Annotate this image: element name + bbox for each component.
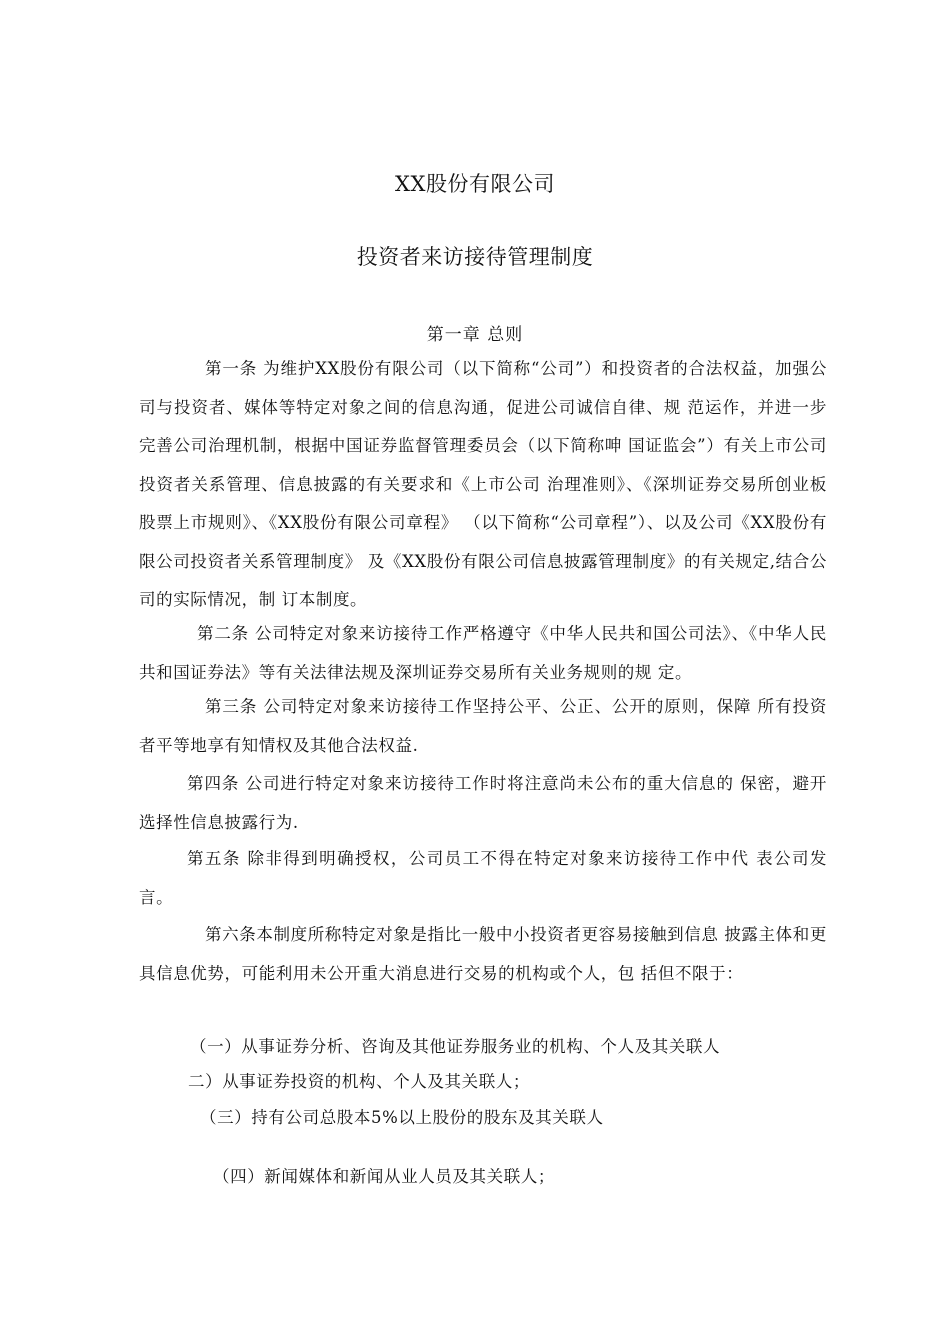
document-title: 投资者来访接待管理制度 [356, 245, 594, 269]
company-title: XX股份有限公司 [395, 172, 555, 196]
list-item: （一）从事证券分析、咨询及其他证券服务业的机构、个人及其关联人 [190, 1037, 721, 1056]
chapter-heading: 第一章 总则 [426, 325, 524, 345]
list-item: 二）从事证券投资的机构、个人及其关联人； [188, 1072, 530, 1091]
article-4: 第四条 公司进行特定对象来访接待工作时将注意尚未公布的重大信息的 保密，避开选择性信息披露行为. [139, 774, 827, 832]
article-5: 第五条 除非得到明确授权，公司员工不得在特定对象来访接待工作中代 表公司发言。 [139, 849, 827, 907]
article-2: 第二条 公司特定对象来访接待工作严格遵守《中华人民共和国公司法》、《中华人民共和国证券法》等有关法律法规及深圳证券交易所有关业务规则的规 定。 [139, 624, 827, 682]
article-1: 第一条 为维护XX股份有限公司（以下简称“公司”）和投资者的合法权益，加强公司与投资者、媒体等特定对象之间的信息沟通，促进公司诚信自律、规 范运作，并进一步完善公司治理机制，根据中国证券监督管理委员会（以下简称呻 国证监会”）有关上市公司投资者关系管理、信息披露的有关要求和《上市公司 治理准则》、《深圳证券交易所创业板股票上市规则》、《XX股份有限公司章程》 （以下简称“公司章程”）、以及公司《XX股份有限公司投资者关系管理制度》 及《XX股份有限公司信息披露管理制度》的有关规定,结合公司的实际情况，制 订本制度。 [139, 359, 827, 609]
list-item: （四）新闻媒体和新闻从业人员及其关联人； [213, 1167, 555, 1186]
article-3: 第三条 公司特定对象来访接待工作坚持公平、公正、公开的原则，保障 所有投资者平等地享有知情权及其他合法权益. [139, 697, 827, 755]
article-6: 第六条本制度所称特定对象是指比一般中小投资者更容易接触到信息 披露主体和更具信息优势，可能利用未公开重大消息进行交易的机构或个人，包 括但不限于： [139, 925, 827, 983]
list-item: （三）持有公司总股本5%以上股份的股东及其关联人 [200, 1108, 604, 1127]
